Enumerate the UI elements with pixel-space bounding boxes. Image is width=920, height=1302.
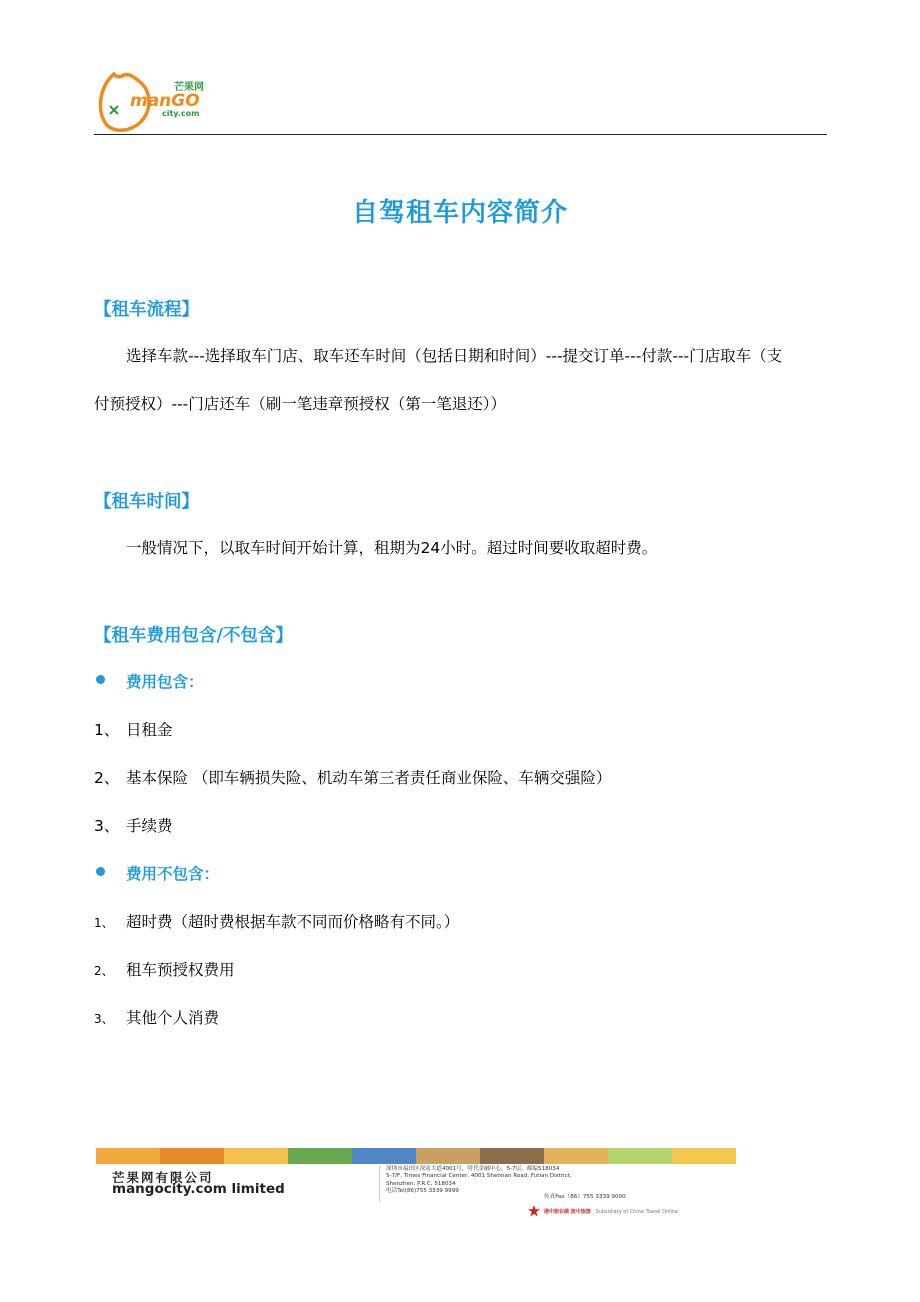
- list-item: 超时费（超时费根据车款不同而价格略有不同。）: [126, 913, 460, 931]
- header-divider: [94, 134, 827, 135]
- rental-time-text: 一般情况下，以取车时间开始计算，租期为24小时。超过时间要收取超时费。: [126, 539, 658, 557]
- list-item: 租车预授权费用: [126, 961, 235, 979]
- list-number: 1、: [94, 916, 114, 930]
- footer-strip-segment: [160, 1148, 224, 1164]
- list-number: 3、: [94, 1012, 114, 1026]
- heading-rental-time: 【租车时间】: [94, 492, 199, 512]
- footer-subsidiary-text: Subsidiary of China Travel Online: [595, 1209, 679, 1215]
- logo-cn-text: 芒果网: [174, 82, 204, 93]
- list-item: 日租金: [126, 721, 173, 739]
- footer-company-en: mangocity.com limited: [112, 1181, 285, 1197]
- footer-address-line: Shenzhen, P.R.C, 518034: [386, 1180, 456, 1187]
- mango-logo: [94, 66, 224, 134]
- heading-rental-process: 【租车流程】: [94, 300, 199, 320]
- heading-fees: 【租车费用包含/不包含】: [94, 626, 293, 646]
- footer-fax: 传真Fax（86）755 3339 9000: [544, 1194, 626, 1200]
- footer-strip-segment: [416, 1148, 480, 1164]
- footer-strip-segment: [224, 1148, 288, 1164]
- footer-strip-segment: [544, 1148, 608, 1164]
- page-title: 自驾租车内容简介: [351, 198, 568, 228]
- footer-strip-segment: [96, 1148, 160, 1164]
- fees-excluded-label: 费用不包含：: [126, 865, 220, 883]
- footer-sub-brand: 港中旅在線 旅中旅遊: [544, 1209, 591, 1215]
- logo-brand-main: manGO: [130, 91, 200, 111]
- footer-strip-segment: [352, 1148, 416, 1164]
- footer-address-line: 电话Tel(86)755 3339 9999: [386, 1188, 459, 1195]
- bullet-icon: [96, 675, 105, 684]
- list-item: 其他个人消费: [126, 1009, 220, 1027]
- footer-company-cn: 芒果网有限公司: [112, 1170, 214, 1185]
- footer-strip-segment: [672, 1148, 736, 1164]
- list-number: 2、: [94, 964, 114, 978]
- footer-address-line: 深圳市福田区深南大道4001号，时代金融中心，5-7层，邮编518034: [386, 1166, 560, 1172]
- list-item: 基本保险 （即车辆损失险、机动车第三者责任商业保险、车辆交强险）: [126, 769, 612, 787]
- footer-strip-segment: [480, 1148, 544, 1164]
- process-text-line2: 付预授权）---门店还车（刷一笔违章预授权（第一笔退还））: [94, 395, 507, 413]
- footer-photo-strip: [96, 1148, 736, 1164]
- list-number: 2、: [94, 769, 120, 787]
- star-logo-icon: [528, 1205, 540, 1217]
- footer-strip-segment: [608, 1148, 672, 1164]
- bullet-icon: [96, 867, 105, 876]
- footer-letterhead: [96, 1148, 736, 1218]
- footer-subsidiary: [544, 1208, 678, 1215]
- footer-address-line: 5-7/F, Times Financial Center, 4001 Shennan Road, Futian District,: [386, 1173, 572, 1180]
- logo-brand-sub: city.com: [162, 109, 200, 118]
- list-number: 3、: [94, 817, 120, 835]
- list-number: 1、: [94, 721, 120, 739]
- list-item: 手续费: [126, 817, 173, 835]
- process-text-line1: 选择车款---选择取车门店、取车还车时间（包括日期和时间）---提交订单---付款---门店取车（支: [126, 347, 783, 365]
- leaf-icon: [110, 106, 118, 114]
- fees-included-label: 费用包含：: [126, 673, 204, 691]
- footer-strip-segment: [288, 1148, 352, 1164]
- footer-divider: [379, 1166, 380, 1202]
